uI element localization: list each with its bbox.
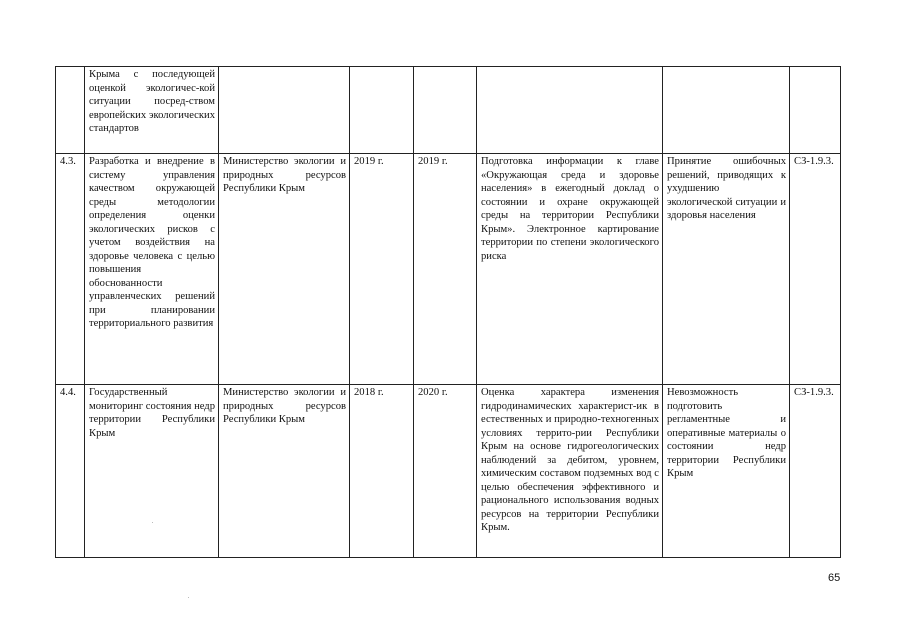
expected-result-cell: Оценка характера изменения гидродинамических характерист-ик в естественных и природно-техногенных условиях террито-рии Республики Крым на основе гидрогеологических наблюдений за дебитом, уровнем, химическим составом подземных вод с целью обеспечения эффективного и рационального использования водных ресурсов на территории Республики Крым. [477, 385, 663, 558]
table-row [56, 385, 841, 558]
start-date-cell [350, 67, 414, 154]
start-date-cell: 2019 г. [350, 154, 414, 385]
link-cell: СЗ-1.9.3. [790, 154, 841, 385]
consequence-cell: Невозможность подготовить регламентные и оперативные материалы о состоянии недр территории Республики Крым [663, 385, 790, 558]
consequence-cell: Принятие ошибочных решений, приводящих к ухудшению экологической ситуации и здоровья населения [663, 154, 790, 385]
link-cell: СЗ-1.9.3. [790, 385, 841, 558]
page-number: 65 [828, 572, 841, 584]
end-date-cell: 2020 г. [414, 385, 477, 558]
table-row [56, 154, 841, 385]
start-date-cell: 2018 г. [350, 385, 414, 558]
activity-name-cell: Разработка и внедрение в систему управления качеством окружающей среды методологии определения оценки экологических рисков с учетом воздействия на здоровье человека с целью повышения обоснованности управленческих решений при планировании территориального развития [85, 154, 219, 385]
table-row [56, 67, 841, 154]
executor-cell: Министерство экологии и природных ресурсов Республики Крым [219, 385, 350, 558]
link-cell [790, 67, 841, 154]
scan-speck [188, 597, 189, 598]
row-number-cell: 4.4. [56, 385, 85, 558]
activity-name-cell: Государственный мониторинг состояния недр территории Республики Крым [85, 385, 219, 558]
end-date-cell: 2019 г. [414, 154, 477, 385]
scan-speck [152, 522, 153, 523]
consequence-cell [663, 67, 790, 154]
activities-table [55, 66, 841, 558]
executor-cell [219, 67, 350, 154]
expected-result-cell [477, 67, 663, 154]
end-date-cell [414, 67, 477, 154]
row-number-cell: 4.3. [56, 154, 85, 385]
expected-result-cell: Подготовка информации к главе «Окружающая среда и здоровье населения» в ежегодный доклад о состоянии и охране окружающей среды на территории Республики Крым». Электронное картирование территории по степени экологического риска [477, 154, 663, 385]
executor-cell: Министерство экологии и природных ресурсов Республики Крым [219, 154, 350, 385]
row-number-cell [56, 67, 85, 154]
activity-name-cell: Крыма с последующей оценкой экологичес-кой ситуации посред-ством европейских экологических стандартов [85, 67, 219, 154]
